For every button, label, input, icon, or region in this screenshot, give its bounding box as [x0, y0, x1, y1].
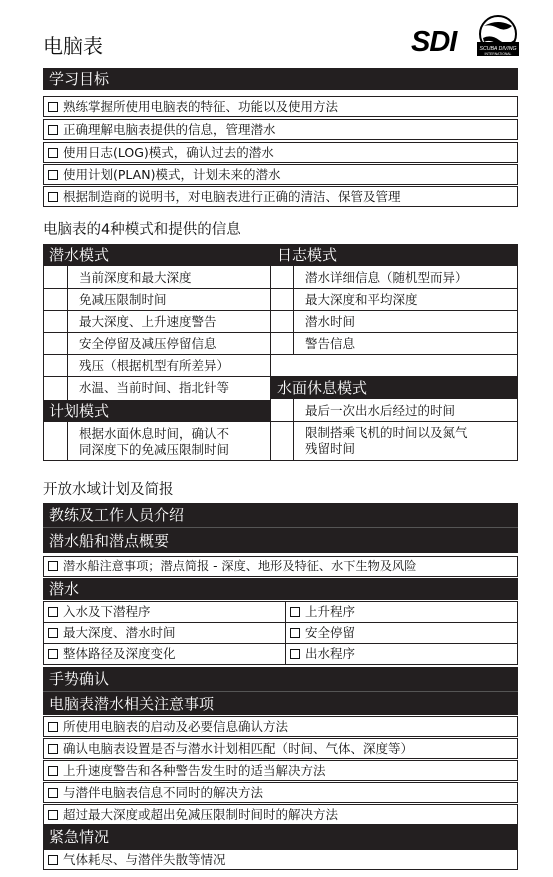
checkbox[interactable] — [48, 628, 58, 638]
globe-diver-icon — [475, 14, 521, 60]
boat-site-heading: 潜水船和潜点概要 — [43, 527, 518, 553]
instructor-intro-heading: 教练及工作人员介绍 — [43, 503, 518, 527]
surface-mode-item: 限制搭乘飞机的时间以及氮气 — [305, 425, 468, 440]
dive-right-item[interactable]: 出水程序 — [285, 643, 518, 665]
checkbox[interactable] — [48, 148, 58, 158]
logo-sub-text: INTERNATIONAL — [484, 52, 512, 56]
checkbox[interactable] — [48, 607, 58, 617]
checkbox[interactable] — [48, 788, 58, 798]
dive-right-item[interactable]: 上升程序 — [285, 601, 518, 623]
plan-mode-heading: 计划模式 — [43, 400, 271, 422]
checkbox[interactable] — [290, 649, 300, 659]
dive-mode-item: 当前深度和最大深度 — [79, 270, 192, 285]
log-mode-item: 潜水时间 — [305, 314, 356, 329]
page-title: 电脑表 — [43, 34, 103, 58]
checkbox[interactable] — [48, 192, 58, 202]
checkbox[interactable] — [48, 766, 58, 776]
objective-item[interactable]: 使用日志(LOG)模式，确认过去的潜水 — [43, 142, 518, 163]
log-mode-item: 潜水详细信息（随机型而异） — [305, 270, 468, 285]
log-mode-item: 最大深度和平均深度 — [305, 292, 418, 307]
checkbox[interactable] — [48, 102, 58, 112]
checkbox[interactable] — [48, 649, 58, 659]
checkbox[interactable] — [290, 628, 300, 638]
objectives-heading: 学习目标 — [43, 68, 518, 90]
dive-mode-item: 残压（根据机型有所差异） — [79, 358, 230, 373]
computer-note-item[interactable]: 超过最大深度或超出免减压限制时间时的解决方法 — [43, 804, 518, 825]
dive-left-item[interactable]: 入水及下潜程序 — [43, 601, 286, 623]
computer-note-item[interactable]: 上升速度警告和各种警告发生时的适当解决方法 — [43, 760, 518, 781]
checkbox[interactable] — [48, 855, 58, 865]
hand-signals-heading: 手势确认 — [43, 667, 518, 691]
dive-left-item[interactable]: 整体路径及深度变化 — [43, 643, 286, 665]
checkbox[interactable] — [48, 561, 58, 571]
checkbox[interactable] — [290, 607, 300, 617]
sdi-logo — [411, 14, 521, 60]
log-mode-item: 警告信息 — [305, 336, 356, 351]
logo-ring-text: SCUBA DIVING — [479, 46, 517, 52]
dive-mode-item: 水温、当前时间、指北针等 — [79, 380, 230, 395]
boat-briefing-item[interactable]: 潜水船注意事项；潜点简报 - 深度、地形及特征、水下生物及风险 — [43, 556, 518, 577]
objective-item[interactable]: 根据制造商的说明书，对电脑表进行正确的清洁、保管及管理 — [43, 186, 518, 207]
plan-mode-item: 同深度下的免减压限制时间 — [79, 442, 230, 457]
checkbox[interactable] — [48, 722, 58, 732]
dive-mode-heading: 潜水模式 — [43, 244, 271, 266]
objective-item[interactable]: 使用计划(PLAN)模式，计划未来的潜水 — [43, 164, 518, 185]
dive-heading: 潜水 — [43, 578, 518, 600]
dive-mode-item: 免减压限制时间 — [79, 292, 167, 307]
surface-mode-item: 残留时间 — [305, 441, 356, 456]
emergency-heading: 紧急情况 — [43, 825, 518, 849]
checkbox[interactable] — [48, 810, 58, 820]
dive-mode-item: 安全停留及减压停留信息 — [79, 336, 217, 351]
objective-item[interactable]: 正确理解电脑表提供的信息，管理潜水 — [43, 119, 518, 140]
emergency-item[interactable]: 气体耗尽、与潜伴失散等情况 — [43, 849, 518, 870]
checkbox[interactable] — [48, 170, 58, 180]
computer-note-item[interactable]: 确认电脑表设置是否与潜水计划相匹配（时间、气体、深度等） — [43, 738, 518, 759]
modes-table — [43, 244, 518, 461]
plan-mode-item: 根据水面休息时间，确认不 — [79, 426, 230, 441]
computer-note-item[interactable]: 与潜伴电脑表信息不同时的解决方法 — [43, 782, 518, 803]
surface-mode-item: 最后一次出水后经过的时间 — [305, 403, 456, 418]
checkbox[interactable] — [48, 125, 58, 135]
dive-left-item[interactable]: 最大深度、潜水时间 — [43, 622, 286, 644]
logo-wordmark: SDI — [411, 26, 457, 58]
computer-note-item[interactable]: 所使用电脑表的启动及必要信息确认方法 — [43, 716, 518, 737]
log-mode-heading: 日志模式 — [271, 244, 518, 266]
dive-right-item[interactable]: 安全停留 — [285, 622, 518, 644]
surface-mode-heading: 水面休息模式 — [271, 377, 518, 399]
briefing-title: 开放水域计划及简报 — [43, 482, 174, 498]
modes-title: 电脑表的4种模式和提供的信息 — [43, 222, 241, 238]
computer-notes-heading: 电脑表潜水相关注意事项 — [43, 691, 518, 715]
checkbox[interactable] — [48, 744, 58, 754]
objective-item[interactable]: 熟练掌握所使用电脑表的特征、功能以及使用方法 — [43, 96, 518, 117]
dive-mode-item: 最大深度、上升速度警告 — [79, 314, 217, 329]
